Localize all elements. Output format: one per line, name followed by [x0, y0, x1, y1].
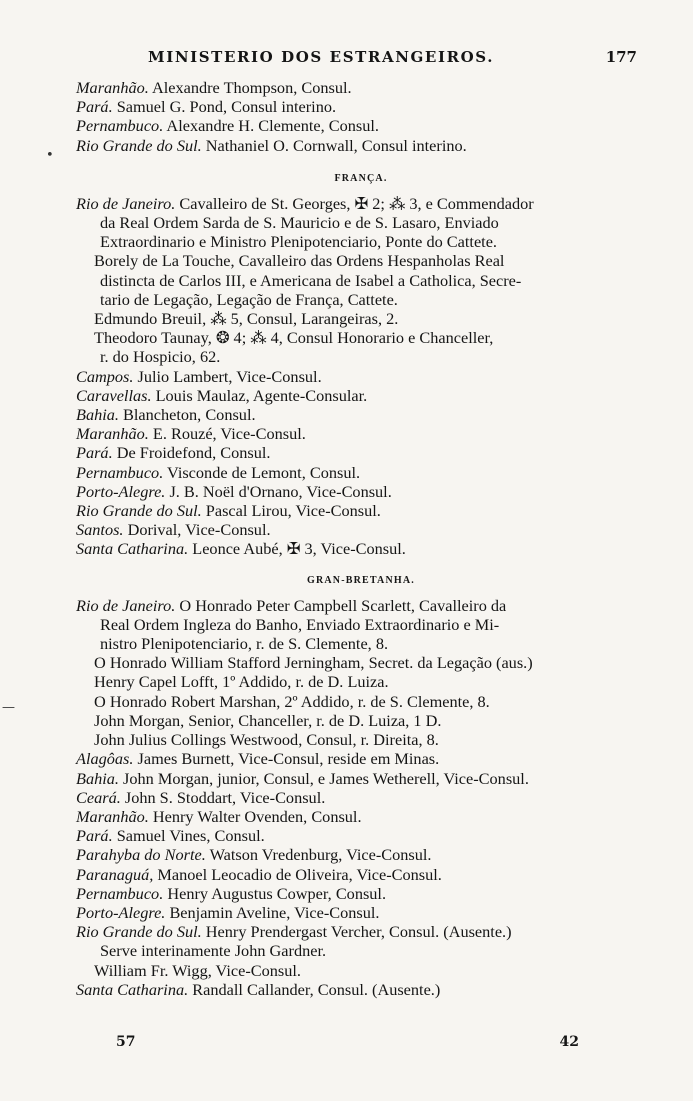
- entry-text: John Morgan, junior, Consul, e James Wetherell, Vice-Consul.: [118, 768, 529, 788]
- place-name: Porto-Alegre.: [76, 481, 166, 501]
- entry-text: Dorival, Vice-Consul.: [123, 520, 271, 540]
- entry-text: Samuel G. Pond, Consul interino.: [112, 97, 337, 117]
- entry-line: [76, 769, 646, 788]
- place-name: Maranhão.: [76, 806, 149, 826]
- entry-line: [76, 749, 646, 768]
- entry-line: [76, 116, 646, 135]
- entry-text: E. Rouzé, Vice-Consul.: [148, 424, 306, 444]
- place-name: Caravellas.: [76, 385, 152, 405]
- entry-text: Edmundo Breuil, ⁂ 5, Consul, Larangeiras, 2.: [94, 309, 399, 329]
- entry-line: [76, 97, 646, 116]
- brazil-consuls-list: [76, 78, 646, 155]
- entry-line: [76, 692, 646, 711]
- entry-text: Henry Walter Ovenden, Consul.: [148, 806, 362, 826]
- page-number: 177: [605, 48, 637, 66]
- entry-text: Henry Prendergast Vercher, Consul. (Ausente.): [201, 922, 512, 942]
- entry-line: [76, 672, 646, 691]
- entry-text: nistro Plenipotenciario, r. de S. Clemente, 8.: [100, 634, 389, 654]
- section-heading-gran-bretanha: GRAN-BRETANHA.: [306, 574, 415, 586]
- place-name: Campos.: [76, 366, 134, 386]
- entry-line: [76, 653, 646, 672]
- entry-text: Pascal Lirou, Vice-Consul.: [201, 501, 381, 521]
- place-name: Rio Grande do Sul.: [76, 501, 202, 521]
- place-name: Bahia.: [76, 405, 119, 425]
- entry-text: da Real Ordem Sarda de S. Mauricio e de S. Lasaro, Enviado: [100, 213, 499, 233]
- place-name: Rio Grande do Sul.: [76, 922, 202, 942]
- entry-line: [76, 424, 646, 443]
- entry-line: [76, 807, 646, 826]
- place-name: Santa Catharina.: [76, 539, 189, 559]
- entry-line: [76, 884, 646, 903]
- place-name: Pernambuco.: [76, 462, 164, 482]
- entry-line: [76, 386, 646, 405]
- entry-line: [76, 596, 646, 615]
- entry-line: [76, 615, 646, 634]
- entry-line: [76, 213, 646, 232]
- document-body: [76, 78, 646, 999]
- entry-line: [76, 309, 646, 328]
- entry-line: [76, 232, 646, 251]
- entry-text: John Julius Collings Westwood, Consul, r. Direita, 8.: [94, 730, 439, 750]
- entry-text: Julio Lambert, Vice-Consul.: [133, 366, 322, 386]
- entry-text: distincta de Carlos III, e Americana de Isabel a Catholica, Secre-: [100, 270, 522, 290]
- entry-line: [76, 730, 646, 749]
- gran-bretanha-list: [76, 596, 646, 999]
- entry-text: Henry Capel Lofft, 1º Addido, r. de D. Luiza.: [94, 672, 389, 692]
- entry-line: [76, 194, 646, 213]
- entry-text: O Honrado Peter Campbell Scarlett, Cavalleiro da: [175, 595, 507, 615]
- entry-line: [76, 922, 646, 941]
- margin-mark: —: [2, 700, 15, 715]
- entry-line: [76, 788, 646, 807]
- running-header: [0, 48, 693, 74]
- entry-text: William Fr. Wigg, Vice-Consul.: [94, 960, 301, 980]
- place-name: Rio Grande do Sul.: [76, 135, 202, 155]
- entry-line: [76, 443, 646, 462]
- entry-line: [76, 482, 646, 501]
- entry-text: O Honrado William Stafford Jerningham, Secret. da Legação (aus.): [94, 653, 533, 673]
- entry-line: [76, 941, 646, 960]
- place-name: Pará.: [76, 826, 113, 846]
- place-name: Ceará.: [76, 787, 121, 807]
- entry-line: [76, 520, 646, 539]
- entry-text: O Honrado Robert Marshan, 2º Addido, r. de S. Clemente, 8.: [94, 691, 490, 711]
- entry-text: J. B. Noël d'Ornano, Vice-Consul.: [165, 481, 392, 501]
- entry-line: [76, 539, 646, 558]
- entry-text: r. do Hospicio, 62.: [100, 347, 221, 367]
- entry-text: Nathaniel O. Cornwall, Consul interino.: [201, 135, 467, 155]
- entry-text: Leonce Aubé, ✠ 3, Vice-Consul.: [188, 539, 406, 559]
- entry-line: [76, 980, 646, 999]
- entry-text: Alexandre Thompson, Consul.: [148, 78, 352, 97]
- place-name: Maranhão.: [76, 424, 149, 444]
- entry-text: Alexandre H. Clemente, Consul.: [163, 116, 379, 136]
- place-name: Parahyba do Norte.: [76, 845, 206, 865]
- entry-text: Samuel Vines, Consul.: [112, 826, 265, 846]
- entry-text: Henry Augustus Cowper, Consul.: [163, 883, 387, 903]
- entry-line: [76, 711, 646, 730]
- entry-line: [76, 290, 646, 309]
- entry-text: John S. Stoddart, Vice-Consul.: [120, 787, 326, 807]
- entry-text: Benjamin Aveline, Vice-Consul.: [165, 902, 380, 922]
- entry-text: Serve interinamente John Gardner.: [100, 941, 327, 961]
- entry-line: [76, 501, 646, 520]
- place-name: Rio de Janeiro.: [76, 193, 176, 213]
- entry-line: [76, 251, 646, 270]
- entry-text: James Burnett, Vice-Consul, reside em Minas.: [133, 749, 440, 769]
- entry-text: Real Ordem Ingleza do Banho, Enviado Extraordinario e Mi-: [100, 614, 500, 634]
- entry-line: [76, 826, 646, 845]
- place-name: Alagôas.: [76, 749, 134, 769]
- entry-text: Louis Maulaz, Agente-Consular.: [151, 385, 368, 405]
- place-name: Rio de Janeiro.: [76, 595, 176, 615]
- page-footer: [0, 1034, 693, 1054]
- entry-text: Extraordinario e Ministro Plenipotenciario, Ponte do Cattete.: [100, 232, 497, 252]
- section-heading-franca: FRANÇA.: [334, 172, 388, 184]
- entry-text: Cavalleiro de St. Georges, ✠ 2; ⁂ 3, e Commendador: [175, 193, 534, 213]
- entry-line: [76, 405, 646, 424]
- entry-line: [76, 367, 646, 386]
- place-name: Pernambuco.: [76, 116, 164, 136]
- entry-text: Randall Callander, Consul. (Ausente.): [188, 979, 441, 999]
- entry-text: tario de Legação, Legação de França, Cattete.: [100, 289, 398, 309]
- entry-line: [76, 634, 646, 653]
- entry-text: Blancheton, Consul.: [118, 405, 256, 425]
- place-name: Pernambuco.: [76, 883, 164, 903]
- page-title: MINISTERIO DOS ESTRANGEIROS.: [148, 48, 495, 66]
- entry-line: [76, 845, 646, 864]
- france-list: [76, 194, 646, 559]
- entry-text: Manoel Leocadio de Oliveira, Vice-Consul.: [153, 864, 442, 884]
- entry-line: [76, 347, 646, 366]
- entry-line: [76, 78, 646, 97]
- entry-line: [76, 271, 646, 290]
- place-name: Paranaguá,: [76, 864, 154, 884]
- place-name: Pará.: [76, 97, 113, 117]
- place-name: Bahia.: [76, 768, 119, 788]
- signature-mark-right: 42: [559, 1034, 579, 1050]
- place-name: Santa Catharina.: [76, 979, 189, 999]
- entry-text: Visconde de Lemont, Consul.: [163, 462, 361, 482]
- entry-line: [76, 463, 646, 482]
- place-name: Maranhão.: [76, 78, 149, 97]
- place-name: Santos.: [76, 520, 124, 540]
- bullet-mark: •: [46, 148, 54, 163]
- signature-mark-left: 57: [116, 1034, 136, 1050]
- entry-text: Borely de La Touche, Cavalleiro das Ordens Hespanholas Real: [94, 251, 505, 271]
- entry-line: [76, 903, 646, 922]
- entry-line: [76, 328, 646, 347]
- entry-line: [76, 865, 646, 884]
- entry-line: [76, 961, 646, 980]
- entry-text: John Morgan, Senior, Chanceller, r. de D. Luiza, 1 D.: [94, 710, 442, 730]
- entry-text: Watson Vredenburg, Vice-Consul.: [205, 845, 432, 865]
- entry-text: De Froidefond, Consul.: [112, 443, 271, 463]
- entry-line: [76, 136, 646, 155]
- place-name: Porto-Alegre.: [76, 902, 166, 922]
- entry-text: Theodoro Taunay, ❂ 4; ⁂ 4, Consul Honorario e Chanceller,: [94, 328, 494, 348]
- place-name: Pará.: [76, 443, 113, 463]
